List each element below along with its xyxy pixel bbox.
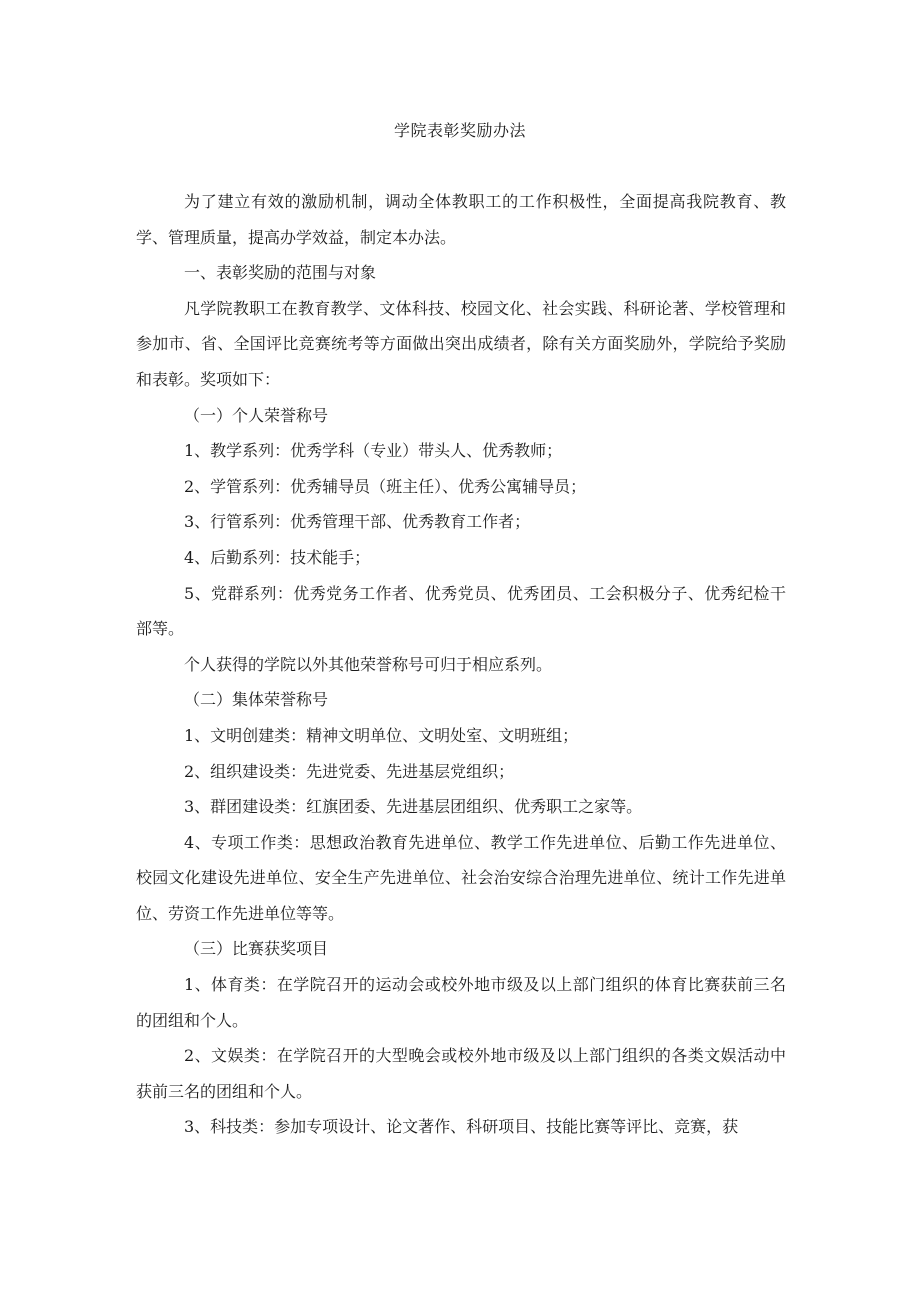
list-item: 3、行管系列：优秀管理干部、优秀教育工作者； [184, 512, 531, 532]
scope-paragraph: 凡学院教职工在教育教学、文体科技、校园文化、社会实践、科研论著、学校管理和参加市、省、全国评比竞赛统考等方面做出突出成绩者，除有关方面奖励外，学院给予奖励和表彰。奖项如下： [136, 298, 786, 389]
subsection-heading-collective: （二）集体荣誉称号 [184, 690, 329, 710]
subsection-heading-competition: （三）比赛获奖项目 [184, 939, 329, 959]
intro-paragraph: 为了建立有效的激励机制，调动全体教职工的工作积极性，全面提高我院教育、教学、管理质量，提高办学效益，制定本办法。 [136, 192, 786, 247]
list-item: 4、专项工作类：思想政治教育先进单位、教学工作先进单位、后勤工作先进单位、校园文化建设先进单位、安全生产先进单位、社会治安综合治理先进单位、统计工作先进单位、劳资工作先进单位等等。 [136, 832, 786, 923]
list-item: 2、文娱类：在学院召开的大型晚会或校外地市级及以上部门组织的各类文娱活动中获前三名的团组和个人。 [136, 1046, 786, 1101]
list-item: 2、组织建设类：先进党委、先进基层党组织； [184, 761, 515, 781]
list-item: 3、群团建设类：红旗团委、先进基层团组织、优秀职工之家等。 [184, 797, 643, 817]
list-item: 2、学管系列：优秀辅导员（班主任）、优秀公寓辅导员； [184, 476, 587, 496]
document-title: 学院表彰奖励办法 [393, 121, 526, 140]
document-body [136, 184, 786, 1145]
list-item: 3、科技类：参加专项设计、论文著作、科研项目、技能比赛等评比、竞赛，获 [184, 1117, 739, 1137]
list-item: 4、后勤系列：技术能手； [184, 547, 371, 567]
list-item: 5、党群系列：优秀党务工作者、优秀党员、优秀团员、工会积极分子、优秀纪检干部等。 [136, 583, 786, 639]
list-item: 1、文明创建类：精神文明单位、文明处室、文明班组； [184, 725, 579, 745]
section-heading-scope: 一、表彰奖励的范围与对象 [184, 263, 377, 283]
list-item: 1、教学系列：优秀学科（专业）带头人、优秀教师； [184, 441, 563, 461]
subsection-heading-individual: （一）个人荣誉称号 [184, 405, 329, 425]
note-paragraph: 个人获得的学院以外其他荣誉称号可归于相应系列。 [184, 654, 553, 674]
list-item: 1、体育类：在学院召开的运动会或校外地市级及以上部门组织的体育比赛获前三名的团组和个人。 [136, 975, 786, 1030]
